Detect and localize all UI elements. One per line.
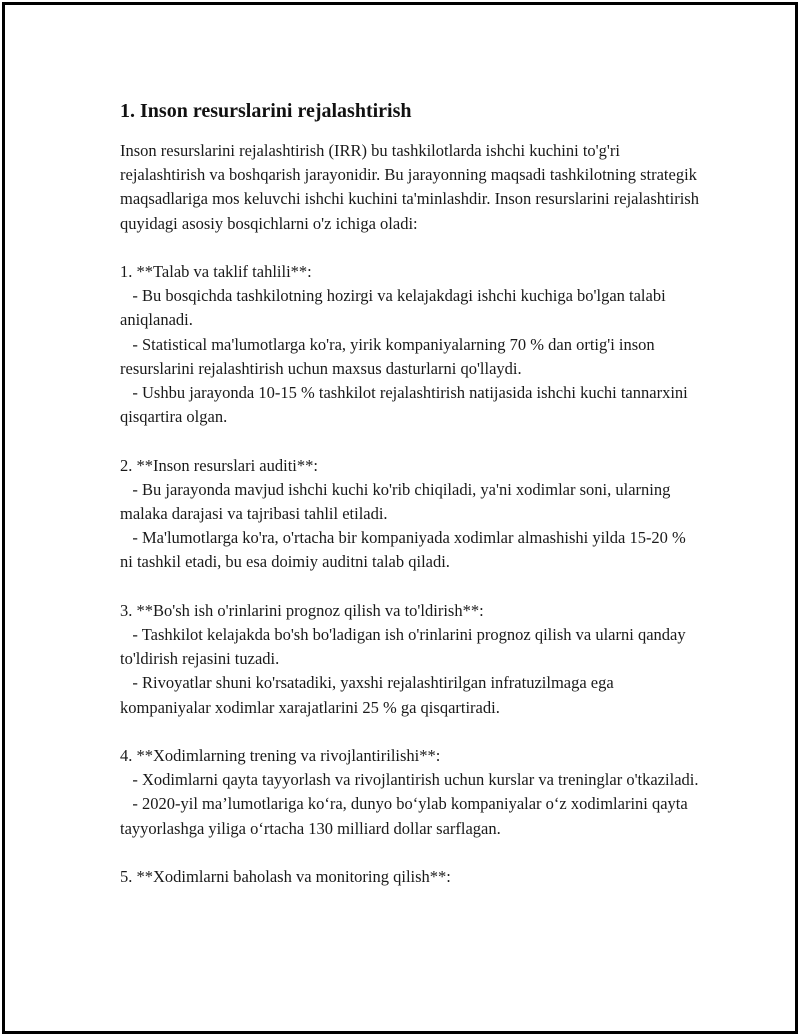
section-bullet: - 2020-yil ma’lumotlariga ko‘ra, dunyo bo‘ylab kompaniyalar o‘z xodimlarini qayta tayyorlashga yiliga o‘rtacha 130 milliard dollar sarflagan. xyxy=(120,794,692,838)
spacer xyxy=(120,429,700,453)
spacer xyxy=(120,575,700,599)
spacer xyxy=(120,841,700,865)
document-title: 1. Inson resurslarini rejalashtirish xyxy=(120,100,412,122)
section-heading: 1. **Talab va taklif tahlili**: xyxy=(120,262,312,281)
intro-paragraph: Inson resurslarini rejalashtirish (IRR) bu tashkilotlarda ishchi kuchini to'g'ri rejalashtirish va boshqarish jarayonidir. Bu jarayonning maqsadi tashkilotning strategik maqsadlariga mos keluvchi ishchi kuchini ta'minlashdir. Inson resurslarini rejalashtirish quyidagi asosiy bosqichlarni o'z ichiga oladi: xyxy=(120,141,699,233)
section-bullet: - Ma'lumotlarga ko'ra, o'rtacha bir kompaniyada xodimlar almashishi yilda 15-20 % ni tashkil etadi, bu esa doimiy auditni talab qiladi. xyxy=(120,528,690,572)
section-heading: 5. **Xodimlarni baholash va monitoring qilish**: xyxy=(120,867,451,887)
section-bullet: - Statistical ma'lumotlarga ko'ra, yirik kompaniyalarning 70 % dan ortig'i inson resurslarini rejalashtirish uchun maxsus dasturlarni qo'llaydi. xyxy=(120,334,659,378)
document-body xyxy=(120,97,700,889)
section-bullet: - Rivoyatlar shuni ko'rsatadiki, yaxshi rejalashtirilgan infratuzilmaga ega kompaniyalar xodimlar xarajatlarini 25 % ga qisqartiradi. xyxy=(120,673,618,717)
spacer xyxy=(120,236,700,260)
section-heading: 4. **Xodimlarning trening va rivojlantirilishi**: xyxy=(120,746,441,766)
section-bullet: - Xodimlarni qayta tayyorlash va rivojlantirish uchun kurslar va treninglar o'tkaziladi. xyxy=(120,770,699,790)
page-frame xyxy=(2,2,798,1034)
spacer xyxy=(120,720,700,744)
section-bullet: - Bu bosqichda tashkilotning hozirgi va kelajakdagi ishchi kuchiga bo'lgan talabi aniqlanadi. xyxy=(120,286,670,330)
section-heading: 3. **Bo'sh ish o'rinlarini prognoz qilish va to'ldirish**: xyxy=(120,600,484,620)
section-bullet: - Ushbu jarayonda 10-15 % tashkilot rejalashtirish natijasida ishchi kuchi tannarxini qisqartira olgan. xyxy=(120,383,692,427)
section-bullet: - Bu jarayonda mavjud ishchi kuchi ko'rib chiqiladi, ya'ni xodimlar soni, ularning malaka darajasi va tajribasi tahlil etiladi. xyxy=(120,479,675,524)
section-heading: 2. **Inson resurslari auditi**: xyxy=(120,455,318,475)
section-bullet: - Tashkilot kelajakda bo'sh bo'ladigan ish o'rinlarini prognoz qilish va ularni qanday to'ldirish rejasini tuzadi. xyxy=(120,625,690,669)
